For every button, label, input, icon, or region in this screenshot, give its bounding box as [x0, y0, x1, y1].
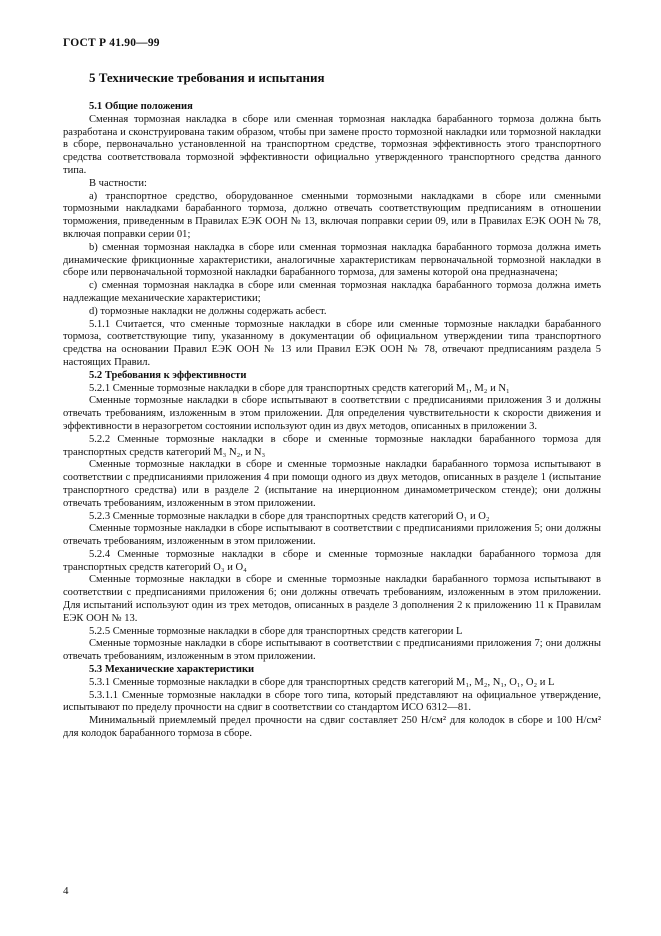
paragraph: Сменные тормозные накладки в сборе испытывают в соответствии с предписаниями приложения 7; они должны отвечать требованиям, изложенным в этом приложении. — [63, 638, 601, 663]
paragraph: c) сменная тормозная накладка в сборе или сменная тормозная накладка барабанного тормоза должна иметь надлежащие механические характеристики; — [63, 280, 601, 304]
paragraph: Сменная тормозная накладка в сборе или сменная тормозная накладка барабанного тормоза должна быть разработана и сконструирована таким образом, чтобы при замене просто тормозной накладки или тормозной накладки в сборе, первоначально установленной на транспортном средстве, тормозная эффективность этого транспортного средства соответствовала тормозной эффективности официально утвержденного транспортного средства данного типа. — [63, 113, 601, 176]
subsection-heading: 5.1 Общие положения — [89, 101, 193, 112]
subsection-heading: 5.3 Механические характеристики — [89, 664, 255, 676]
paragraph: В частности: — [89, 177, 147, 189]
section-title: 5 Технические требования и испытания — [89, 70, 325, 85]
document-body — [63, 101, 601, 741]
paragraph: 5.2.3 Сменные тормозные накладки в сборе для транспортных средств категорий O₁ и O₂ — [89, 510, 490, 522]
paragraph: 5.3.1 Сменные тормозные накладки в сборе для транспортных средств категорий M₁, M₂, N₁, O₁, O₂ и L — [89, 676, 555, 688]
paragraph: Сменные тормозные накладки в сборе и сменные тормозные накладки барабанного тормоза испытывают в соответствии с предписаниями приложения 4 при помощи одного из двух методов, описанных в разделе 1 (испытание транспортного средства) или в разделе 2 (испытание на инерционном динамометрическом стенде); они должны отвечать требованиям, изложенным в этом приложении. — [63, 459, 601, 509]
document-id: ГОСТ Р 41.90—99 — [63, 37, 160, 49]
paragraph: 5.1.1 Считается, что сменные тормозные накладки в сборе или сменные тормозные накладки барабанного тормоза, соответствующие типу, указанному в документации об официальном утверждении типа транспортного средства на основании Правил ЕЭК ООН № 13 или Правил ЕЭК ООН № 78, отвечают предписаниям раздела 5 настоящих Правил. — [63, 318, 601, 368]
paragraph: 5.2.2 Сменные тормозные накладки в сборе и сменные тормозные накладки барабанного тормоза для транспортных средств категорий M₃ N₂, и N₃ — [63, 433, 601, 458]
paragraph: 5.2.1 Сменные тормозные накладки в сборе для транспортных средств категорий M₁, M₂ и N₁ — [89, 382, 510, 394]
subsection-heading: 5.2 Требования к эффективности — [89, 369, 247, 381]
page-number: 4 — [63, 885, 69, 897]
paragraph: Сменные тормозные накладки в сборе и сменные тормозные накладки барабанного тормоза испытывают в соответствии с предписаниями приложения 6; они должны отвечать требованиям, изложенным в этом приложении. Для испытаний используют один из трех методов, описанных в разделе 3 дополнения 2 к приложению 11 к Правилам ЕЭК ООН № 13. — [63, 574, 601, 624]
paragraph: 5.2.4 Сменные тормозные накладки в сборе и сменные тормозные накладки барабанного тормоза для транспортных средств категорий O₃ и O₄ — [63, 548, 601, 573]
paragraph: 5.3.1.1 Сменные тормозные накладки в сборе того типа, который представляют на официальное утверждение, испытывают по пределу прочности на сдвиг в соответствии со стандартом ИСО 6312—81. — [63, 689, 601, 714]
paragraph: Минимальный приемлемый предел прочности на сдвиг составляет 250 Н/см² для колодок в сборе и 100 Н/см² для колодок барабанного тормоза в сборе. — [63, 715, 601, 740]
paragraph: 5.2.5 Сменные тормозные накладки в сборе для транспортных средств категории L — [89, 625, 463, 637]
paragraph: b) сменная тормозная накладка в сборе или сменная тормозная накладка барабанного тормоза должна иметь динамические фрикционные характеристики, аналогичные характеристикам первоначальной тормозной накладки в сборе или первоначальной тормозной накладки барабанного тормоза, для замены которой она предназначена; — [63, 241, 601, 279]
paragraph: Сменные тормозные накладки в сборе испытывают в соответствии с предписаниями приложения 5; они должны отвечать требованиям, изложенным в этом приложении. — [63, 523, 601, 548]
paragraph: d) тормозные накладки не должны содержать асбест. — [89, 305, 327, 317]
paragraph: Сменные тормозные накладки в сборе испытывают в соответствии с предписаниями приложения 3 и должны отвечать требованиям, изложенным в этом приложении. Для определения чувствительности к скорости движения и эффективности в неразогретом состоянии используют один из двух методов, описанных в приложении 3. — [63, 395, 601, 432]
paragraph: a) транспортное средство, оборудованное сменными тормозными накладками в сборе или сменными тормозными накладками барабанного тормоза, должно отвечать соответствующим предписаниям в отношении торможения, приведенным в Правилах ЕЭК ООН № 13, включая поправки серии 09, или в Правилах ЕЭК ООН № 78, включая поправки серии 01; — [63, 190, 601, 240]
